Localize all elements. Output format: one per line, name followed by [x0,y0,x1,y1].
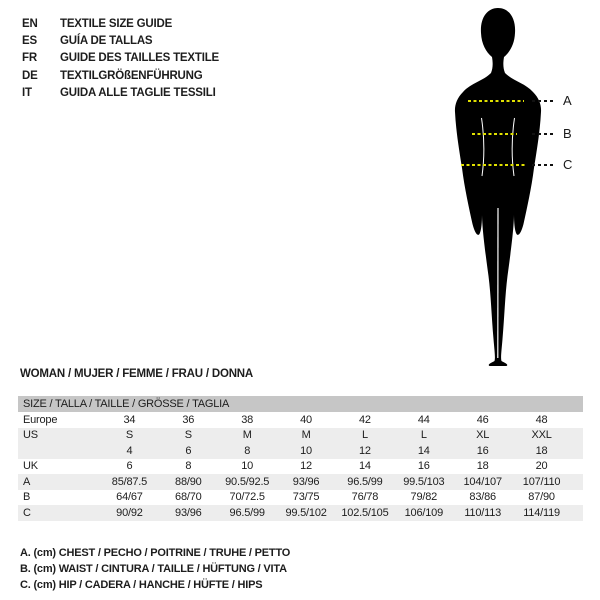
size-cell: 106/109 [404,506,443,519]
size-cell: 70/72.5 [229,491,265,504]
size-cell: L [420,429,427,442]
waist-leader-line [532,133,556,135]
size-cell: 85/87.5 [111,475,148,488]
size-cell: 76/78 [351,491,379,504]
size-cell: 48 [535,413,548,426]
size-table [18,396,583,521]
size-cell: 14 [417,444,430,457]
size-cell: 38 [241,413,254,426]
size-cell: 16 [417,460,430,473]
legend-waist: B. (cm) WAIST / CINTURA / TAILLE / HÜFTUNG / VITA [20,562,287,575]
language-title: TEXTILGRÖßENFÜHRUNG [60,69,203,82]
size-cell: S [184,429,192,442]
language-row-en [22,16,219,33]
size-cell: 20 [535,460,548,473]
marker-label-a: A [563,93,572,108]
language-code: ES [22,35,37,48]
woman-silhouette [448,6,548,366]
size-cell: 12 [359,444,371,457]
size-cell: 83/86 [469,491,496,504]
section-title-woman: WOMAN / MUJER / FEMME / FRAU / DONNA [20,368,254,380]
chest-leader-line [532,100,556,102]
size-cell: 18 [535,444,548,457]
language-code: DE [22,69,38,82]
size-cell: 42 [359,413,371,426]
legend-chest: A. (cm) CHEST / PECHO / POITRINE / TRUHE / PETTO [20,547,291,559]
size-cell: 73/75 [292,491,320,504]
size-cell: 93/96 [175,506,202,519]
table-row-us-numeric [18,443,583,459]
table-row-europe [18,412,583,428]
size-cell: 93/96 [292,475,320,488]
size-cell: 34 [123,413,136,426]
size-cell: 40 [300,413,312,426]
marker-label-b: B [563,126,572,141]
language-title: GUIDE DES TAILLES TEXTILE [60,52,219,65]
language-row-it [22,85,219,102]
row-label: UK [23,460,38,473]
size-cell: 44 [417,413,430,426]
size-table-header: SIZE / TALLA / TAILLE / GRÖSSE / TAGLIA [18,396,583,412]
language-code: EN [22,18,38,30]
size-cell: L [361,429,368,442]
size-cell: 46 [476,413,489,426]
size-cell: 96.5/99 [347,475,383,488]
row-label: A [23,475,31,488]
size-cell: 90/92 [116,506,143,519]
table-row-uk [18,459,583,475]
size-cell: 18 [476,460,489,473]
row-label: Europe [23,413,58,426]
row-label: US [23,429,38,442]
table-row-us [18,428,583,444]
size-cell: 110/113 [464,506,502,519]
row-label: C [23,506,31,519]
language-title: TEXTILE SIZE GUIDE [60,18,173,30]
size-cell: S [125,429,133,442]
size-cell: M [301,429,311,442]
size-cell: 79/82 [410,491,438,504]
size-cell: 87/90 [528,491,555,504]
size-cell: 64/67 [116,491,143,504]
size-cell: 96.5/99 [229,506,265,519]
language-row-fr [22,50,219,67]
size-cell: 36 [182,413,195,426]
size-cell: 107/110 [522,475,561,488]
language-list [22,16,219,102]
size-cell: 68/70 [175,491,202,504]
size-cell: 99.5/102 [285,506,327,519]
size-cell: 10 [300,444,312,457]
woman-silhouette-svg [448,6,548,366]
size-cell: 99.5/103 [403,475,445,488]
chest-measure-line [468,100,524,102]
language-row-es [22,33,219,50]
size-cell: 114/119 [523,506,560,519]
table-row-hip-c [18,505,583,521]
language-title: GUIDA ALLE TAGLIE TESSILI [60,86,216,99]
hip-measure-line [461,164,526,166]
language-title: GUÍA DE TALLAS [60,35,153,48]
waist-measure-line [472,133,517,135]
size-cell: 16 [476,444,489,457]
size-cell: 6 [185,444,192,457]
marker-label-c: C [563,157,573,172]
language-row-de [22,68,219,85]
size-cell: 12 [300,460,312,473]
size-cell: 8 [244,444,251,457]
size-cell: 8 [185,460,192,473]
measurement-legend [20,546,290,593]
size-cell: 10 [241,460,254,473]
size-cell: 14 [359,460,371,473]
hip-leader-line [532,164,556,166]
size-cell: 88/90 [175,475,202,488]
size-cell: 90.5/92.5 [225,475,270,488]
size-cell: 6 [126,460,133,473]
size-cell: XL [476,429,490,442]
size-cell: 4 [126,444,133,457]
size-cell: 102.5/105 [341,506,389,519]
size-cell: M [242,429,252,442]
size-cell: 104/107 [463,475,502,488]
language-code: IT [22,86,32,99]
legend-hip: C. (cm) HIP / CADERA / HANCHE / HÜFTE / HIPS [20,578,263,591]
language-code: FR [22,52,37,65]
row-label: B [23,491,31,504]
table-row-chest-a [18,474,583,490]
table-row-waist-b [18,490,583,506]
size-cell: XXL [531,429,552,442]
